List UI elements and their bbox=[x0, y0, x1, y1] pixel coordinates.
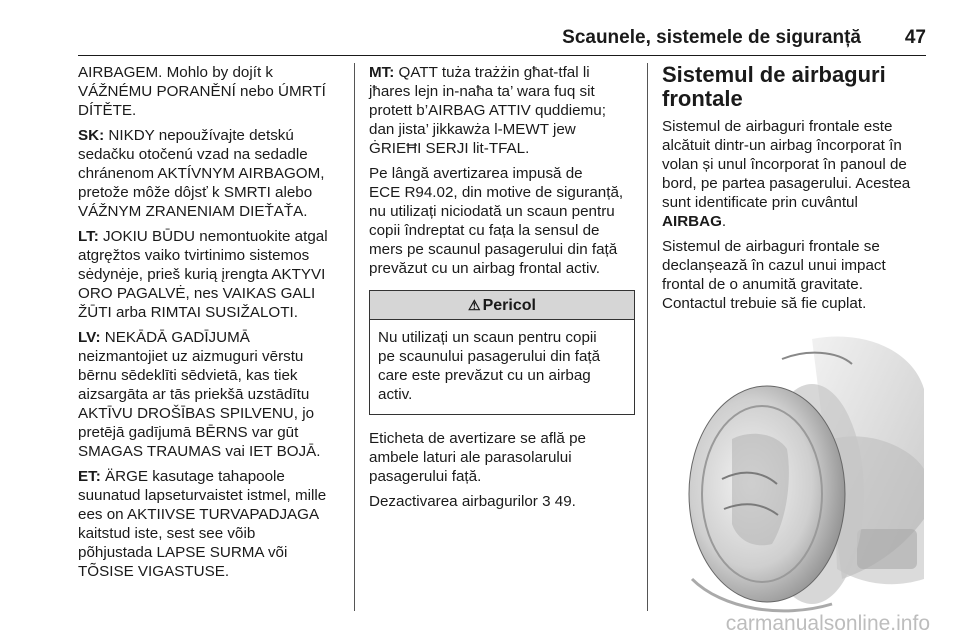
header-rule bbox=[78, 55, 926, 56]
paragraph-lt: LT: JOKIU BŪDU nemontuokite atgal atgręžtos vaiko tvirtinimo sistemos sėdynėje, prieš kurią įrengta AKTYVI ORO PAGALVĖ, nes VAIKAS GALI ŽŪTI arba RIMTAI SUSIŽALOTI. bbox=[78, 228, 328, 321]
paragraph-ece-warning: Pe lângă avertizarea impusă de ECE R94.02, din motive de siguranță, nu utilizați niciodată un scaun pentru copii îndreptat cu fața la sensul de mers pe scaunul pasagerului din față prevăzut cu un airbag frontal activ. bbox=[369, 165, 624, 277]
paragraph-cross-reference: Dezactivarea airbagurilor 3 49. bbox=[369, 493, 576, 510]
language-code: LV: bbox=[78, 329, 101, 346]
warning-triangle-icon: ⚠ bbox=[468, 297, 481, 313]
paragraph-et: ET: ÄRGE kasutage tahapoole suunatud lapseturvaistet istmel, mille ees on AKTIIVSE TURVAPADJAGA kaitstud iste, sest see võib põhjustada LAPSE SURMA või TÕSISE VIGASTUSE. bbox=[78, 468, 327, 580]
danger-warning-box bbox=[369, 290, 635, 415]
cross-reference-link[interactable]: 49. bbox=[554, 493, 576, 510]
watermark: carmanualsonline.info bbox=[725, 612, 930, 635]
column-right bbox=[662, 63, 928, 624]
paragraph-sk: SK: NIKDY nepoužívajte detskú sedačku otočenú vzad na sedadle chránenom AKTÍVNYM AIRBAGOM, pretože môže dôjsť k SMRTI alebo VÁŽNYM ZRANENIAM DIEŤAŤA. bbox=[78, 127, 325, 220]
column-left bbox=[78, 63, 344, 587]
inflated-airbag-illustration bbox=[662, 319, 928, 624]
page-number: 47 bbox=[904, 27, 926, 48]
section-heading: Sistemul de airbaguri frontale bbox=[662, 62, 886, 111]
paragraph-cs: AIRBAGEM. Mohlo by dojít k VÁŽNÉMU PORANĚNÍ nebo ÚMRTÍ DÍTĚTE. bbox=[78, 64, 326, 119]
warning-body: Nu utilizați un scaun pentru copii pe scaunului pasagerului din față care este prevăzut cu un airbag activ. bbox=[378, 329, 601, 403]
paragraph-mt: MT: QATT tuża trażżin għat-tfal li jħares lejn in-naħa ta’ wara fuq sit protett b’AIRBAG ATTIV quddiemu; dan jista’ jikkawża l-MEWT jew ĠRIEĦI SERJI lit-TFAL. bbox=[369, 64, 606, 157]
column-divider-right bbox=[647, 63, 648, 611]
language-code: MT: bbox=[369, 64, 395, 81]
language-code: ET: bbox=[78, 468, 101, 485]
language-code: SK: bbox=[78, 127, 105, 144]
airbag-illustration-icon bbox=[662, 319, 928, 624]
column-middle bbox=[369, 63, 635, 517]
column-divider-left bbox=[354, 63, 355, 611]
paragraph-label-location: Eticheta de avertizare se află pe ambele laturi ale parasolarului pasagerului față. bbox=[369, 430, 586, 485]
page-header-title: Scaunele, sistemele de siguranță bbox=[562, 27, 861, 48]
language-code: LT: bbox=[78, 228, 99, 245]
paragraph-lv: LV: NEKĀDĀ GADĪJUMĀ neizmantojiet uz aizmuguri vērstu bērnu sēdeklīti sēdvietā, kas tiek aizsargāta ar tās priekšā uzstādītu AKTĪVU DROŠĪBAS SPILVENU, jo pretējā gadījumā BĒRNS var gūt SMAGAS TRAUMAS vai IET BOJĀ. bbox=[78, 329, 321, 460]
paragraph-airbag-deployment: Sistemul de airbaguri frontale se declanșează în cazul unui impact frontal de o anumită gravitate. Contactul trebuie să fie cuplat. bbox=[662, 238, 886, 312]
warning-title: Pericol bbox=[482, 297, 536, 314]
cross-reference-arrow-icon: 3 bbox=[542, 493, 551, 510]
airbag-label: AIRBAG bbox=[662, 213, 722, 230]
paragraph-airbag-description: Sistemul de airbaguri frontale este alcătuit dintr-un airbag încorporat în volan și unul încorporat în panoul de bord, pe partea pasagerului. Acestea sunt identificate prin cuvântul AIRBAG. bbox=[662, 118, 911, 230]
warning-header bbox=[370, 291, 634, 320]
